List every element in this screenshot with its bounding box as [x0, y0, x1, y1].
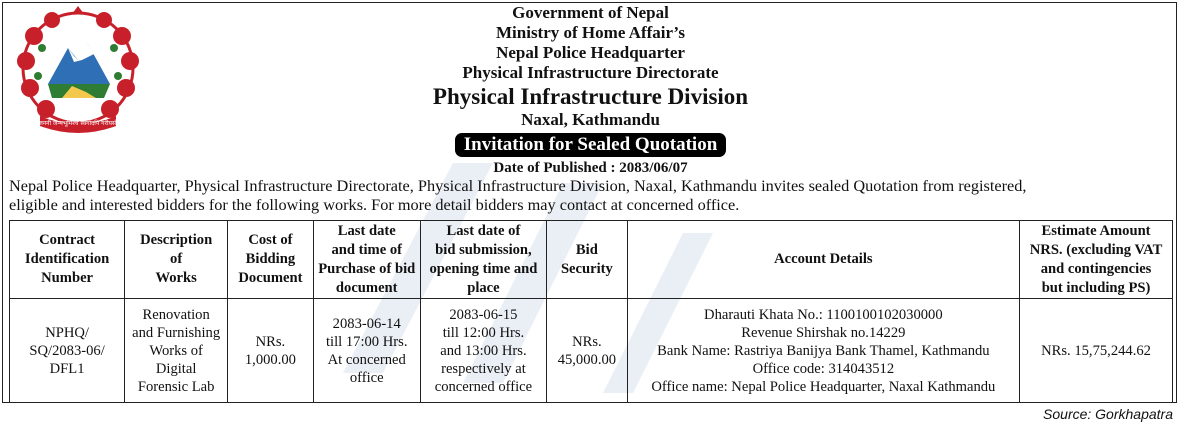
cell-line: Document [238, 270, 303, 286]
header-submission-date [420, 221, 546, 299]
cell-line: Revenue Shirshak no.14229 [741, 324, 906, 341]
cell-account-details [627, 299, 1019, 403]
source-credit: Source: Gorkhapatra [1043, 406, 1173, 422]
cell-line: At concerned [327, 351, 406, 368]
cell-line: Renovation [142, 306, 210, 323]
cell-line: of [170, 251, 183, 267]
header-description [125, 221, 228, 299]
location-text: Naxal, Kathmandu [521, 110, 660, 129]
cell-line: Office name: Nepal Police Headquarter, Naxal Kathmandu [651, 378, 996, 395]
cell-line: Contract [39, 232, 96, 248]
cell-bid-security [547, 299, 628, 403]
cell-line: 2083-06-15 [449, 306, 518, 323]
cell-line: Forensic Lab [137, 378, 215, 395]
cell-line: Digital [155, 360, 197, 377]
cell-line: NPHQ/ [45, 324, 89, 341]
cell-line: Dharauti Khata No.: 1100100102030000 [704, 306, 943, 323]
cell-line: and 13:00 Hrs. [440, 342, 527, 359]
cell-line: NRs. [255, 333, 286, 350]
intro-line: Nepal Police Headquarter, Physical Infrastructure Directorate, Physical Infrastructure Division, Naxal, Kathmandu invites sealed Quotation from registered, [9, 176, 1027, 195]
cell-estimate-amount [1020, 299, 1173, 403]
directorate-title: Physical Infrastructure Directorate [462, 63, 719, 82]
division-title: Physical Infrastructure Division [432, 84, 749, 109]
header-estimate-amount [1020, 221, 1173, 299]
invitation-banner: Invitation for Sealed Quotation [455, 133, 727, 157]
notice-header [0, 3, 1181, 179]
cell-line: Security [560, 260, 613, 277]
cell-line: NRs. 15,75,244.62 [1041, 342, 1151, 359]
emblem-motto: जननी जन्मभूमिश्च स्वर्गादपि गरीयसी [38, 120, 118, 127]
header-contract-id [10, 221, 125, 299]
cell-submission-date [420, 299, 546, 403]
cell-line: but including PS) [1041, 279, 1151, 296]
cell-line: 2083-06-14 [332, 315, 401, 332]
cell-line: SQ/2083-06/ [29, 342, 105, 359]
cell-line: Last date of [446, 222, 521, 239]
cell-line: and time of [331, 241, 402, 258]
cell-line: Bidding [245, 251, 296, 267]
cell-line: NRs. [572, 333, 602, 350]
cell-line: opening time and [429, 260, 538, 277]
cell-cost [228, 299, 314, 403]
government-title: Government of Nepal [512, 3, 669, 22]
cell-line: 1,000.00 [244, 351, 296, 368]
cell-description [125, 299, 228, 403]
cell-line: respectively at [441, 360, 526, 377]
intro-paragraph [9, 176, 1174, 214]
works-table [9, 220, 1173, 403]
cell-line: bid submission, [435, 241, 532, 258]
cell-line: till 12:00 Hrs. [442, 324, 525, 341]
cell-line: Number [41, 270, 94, 286]
cell-line: DFL1 [49, 360, 85, 377]
police-hq-title: Nepal Police Headquarter [496, 43, 685, 62]
cell-line: Office code: 314043512 [752, 360, 895, 377]
cell-line: Estimate Amount [1041, 222, 1151, 239]
cell-line: till 17:00 Hrs. [325, 333, 408, 350]
published-date: Date of Published : 2083/06/07 [493, 160, 688, 176]
cell-line: and contingencies [1040, 260, 1152, 277]
cell-line: document [335, 279, 398, 296]
ministry-title: Ministry of Home Affair’s [496, 23, 685, 42]
cell-line: NRS. (excluding VAT [1029, 241, 1163, 258]
cell-line: Purchase of bid [318, 260, 416, 277]
cell-contract-id [10, 299, 125, 403]
cell-line: 45,000.00 [557, 351, 617, 368]
cell-line: office [349, 369, 384, 386]
cell-line: Bank Name: Rastriya Banijya Bank Thamel, Kathmandu [657, 342, 990, 359]
header-cost [228, 221, 314, 299]
cell-line: and Furnishing [132, 324, 221, 341]
cell-line: Account Details [774, 251, 873, 267]
intro-line: eligible and interested bidders for the following works. For more detail bidders may contact at concerned office. [9, 195, 740, 214]
cell-line: Works [155, 270, 197, 286]
cell-line: Cost of [248, 232, 293, 248]
cell-line: Bid [575, 241, 598, 258]
cell-line: Description [140, 232, 213, 248]
cell-line: Identification [24, 251, 110, 267]
table-row [10, 299, 1173, 403]
table-header-row [10, 221, 1173, 299]
cell-line: concerned office [434, 378, 533, 395]
cell-line: Last date [337, 222, 396, 239]
header-account-details [627, 221, 1019, 299]
cell-purchase-date [313, 299, 420, 403]
cell-line: Works of [149, 342, 203, 359]
header-bid-security [547, 221, 628, 299]
cell-line: place [467, 279, 500, 296]
header-purchase-date [313, 221, 420, 299]
